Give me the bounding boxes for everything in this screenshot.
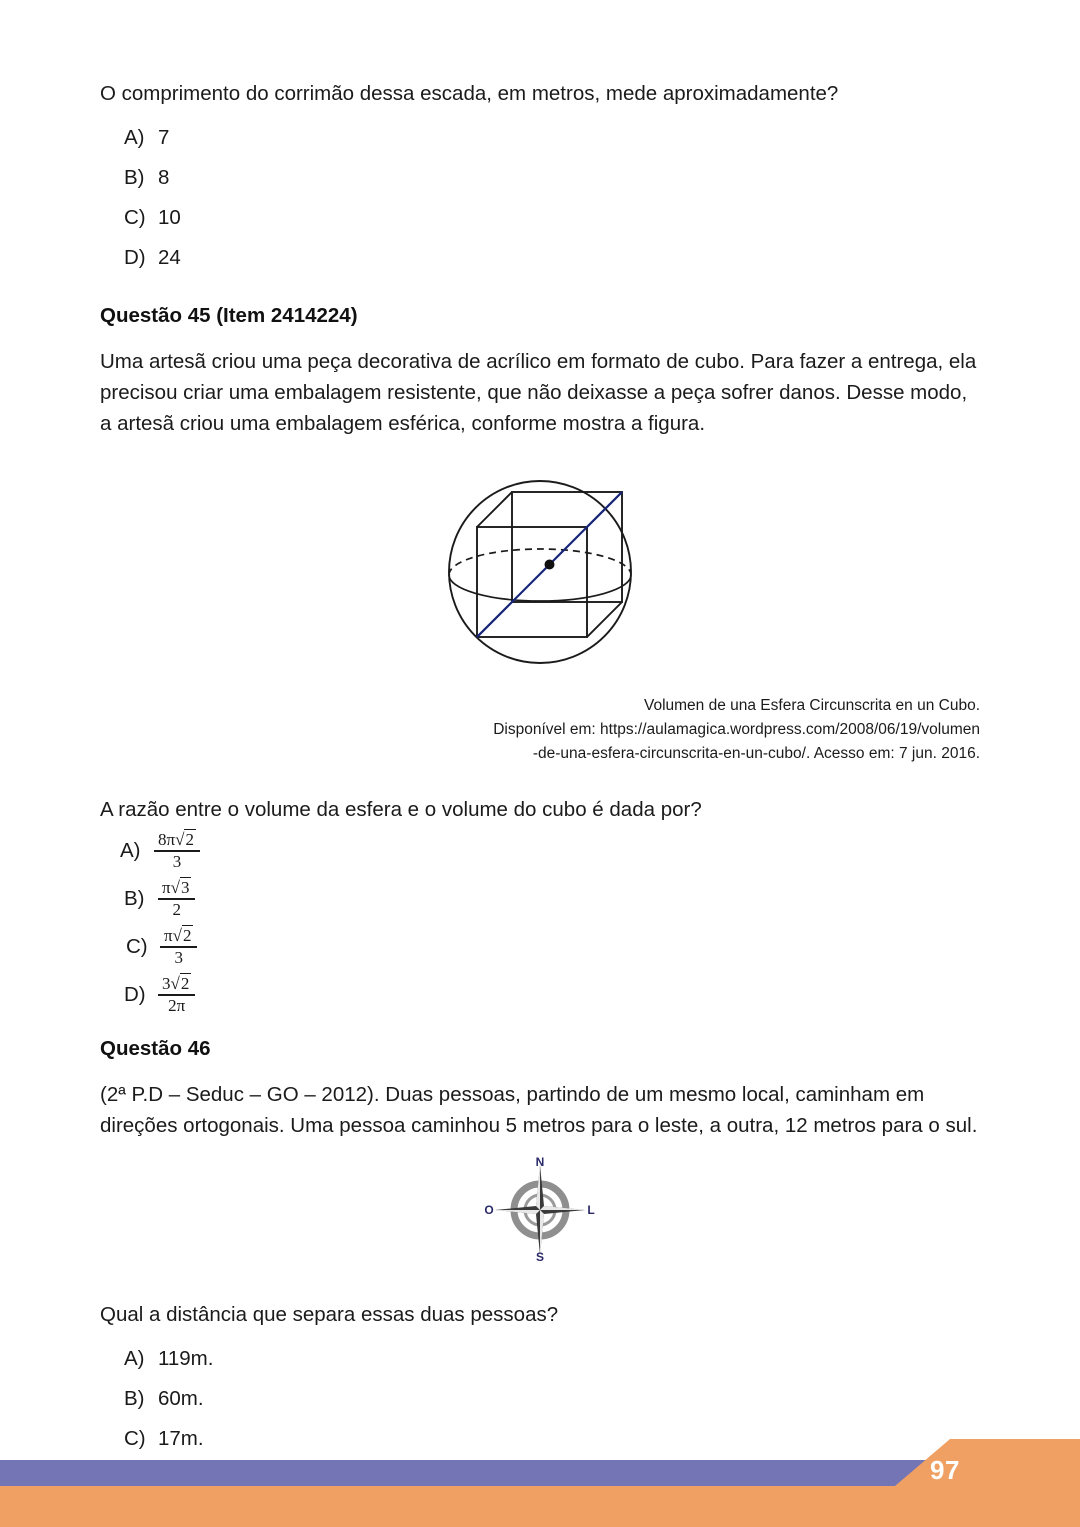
option-label: A) [124, 1347, 145, 1370]
option-value: 10 [158, 206, 181, 229]
compass-label-north: N [535, 1155, 545, 1169]
compass-label-east: L [587, 1203, 595, 1217]
option-value: 7 [158, 126, 170, 149]
q45-figure-container [100, 465, 980, 680]
q46-question: Qual a distância que separa essas duas pessoas? [100, 1303, 559, 1326]
fraction-denominator: 2π [168, 995, 186, 1015]
fraction-c [160, 927, 197, 966]
fraction-b [158, 879, 195, 918]
q45-option-a[interactable] [100, 827, 980, 875]
option-label: B) [124, 887, 145, 910]
radicand: 2 [180, 974, 190, 994]
q44-option-a[interactable] [100, 122, 980, 153]
compass-label-west: O [484, 1203, 494, 1217]
numerator-prefix: π [162, 878, 171, 898]
q45-heading: Questão 45 (Item 2414224) [100, 304, 358, 327]
q45-caption-line2: Disponível em: https://aulamagica.wordpress.com/2008/06/19/volumen [493, 721, 980, 738]
sphere-center-point [544, 560, 554, 570]
option-label: B) [124, 1387, 145, 1410]
fraction-denominator: 2 [172, 899, 181, 919]
option-value: 17m. [158, 1427, 204, 1450]
q46-option-b[interactable] [100, 1383, 980, 1414]
q44-option-d[interactable] [100, 242, 980, 273]
q44-option-b[interactable] [100, 162, 980, 193]
q45-caption-line1: Volumen de una Esfera Circunscrita en un Cubo. [643, 697, 980, 714]
q44-stem: O comprimento do corrimão dessa escada, em metros, mede aproximadamente? [100, 82, 839, 105]
q45-option-c[interactable] [100, 923, 980, 971]
q46-figure-container [100, 1155, 980, 1265]
fraction-denominator: 3 [174, 947, 183, 967]
option-value: 24 [158, 246, 181, 269]
q46-body: (2ª P.D – Seduc – GO – 2012). Duas pessoas, partindo de um mesmo local, caminham em direções ortogonais. Uma pessoa caminhou 5 metros para o leste, a outra, 12 metros para o sul. [100, 1083, 978, 1137]
option-value: 119m. [158, 1347, 214, 1370]
q44-option-c[interactable] [100, 202, 980, 233]
fraction-numerator [158, 879, 195, 898]
page-footer [0, 1427, 1080, 1527]
fraction-numerator [158, 975, 195, 994]
numerator-prefix: π [164, 926, 173, 946]
option-label: C) [124, 1427, 146, 1450]
option-label: D) [124, 246, 146, 269]
page-number: 97 [930, 1455, 960, 1485]
option-label: C) [126, 935, 148, 958]
sqrt-icon: √2 [175, 830, 194, 850]
option-label: C) [124, 206, 146, 229]
compass-label-south: S [535, 1250, 545, 1264]
q45-option-b[interactable] [100, 875, 980, 923]
option-label: A) [124, 126, 145, 149]
footer-orange-tab [895, 1439, 1080, 1486]
fraction-numerator [154, 831, 200, 850]
sqrt-icon: √2 [172, 926, 192, 946]
fraction-a [154, 831, 200, 870]
q44-options-list [100, 122, 980, 273]
q45-caption-line3: -de-una-esfera-circunscrita-en-un-cubo/. Acesso em: 7 jun. 2016. [532, 745, 980, 762]
q46-option-a[interactable] [100, 1343, 980, 1374]
radicand: 3 [180, 878, 190, 898]
footer-orange-bar [0, 1486, 1080, 1527]
option-value: 60m. [158, 1387, 204, 1410]
option-label: A) [120, 839, 141, 862]
footer-purple-bar [0, 1460, 960, 1486]
option-label: B) [124, 166, 145, 189]
q45-option-d[interactable] [100, 971, 980, 1019]
q46-heading: Questão 46 [100, 1037, 211, 1060]
q45-body: Uma artesã criou uma peça decorativa de acrílico em formato de cubo. Para fazer a entrega, ela precisou criar uma embalagem resistente, que não deixasse a peça sofrer danos. Desse modo, a artesã criou uma embalagem esférica, conforme mostra a figura. [100, 350, 977, 435]
radicand: 2 [182, 926, 192, 946]
numerator-prefix: 8π [158, 830, 176, 850]
numerator-prefix: 3 [162, 974, 171, 994]
page-content [100, 0, 980, 1503]
fraction-denominator: 3 [172, 851, 182, 871]
q45-question: A razão entre o volume da esfera e o volume do cubo é dada por? [100, 798, 702, 821]
option-value: 8 [158, 166, 170, 189]
footer-graphic [0, 1427, 1080, 1527]
fraction-d [158, 975, 195, 1014]
sphere-circumscribed-cube-figure [433, 465, 648, 680]
sqrt-icon: √2 [170, 974, 190, 994]
cube-edge-top-left [477, 492, 512, 527]
option-label: D) [124, 983, 146, 1006]
fraction-numerator [160, 927, 197, 946]
compass-rose-figure [480, 1155, 600, 1265]
radicand: 2 [185, 830, 194, 850]
sqrt-icon: √3 [170, 878, 190, 898]
